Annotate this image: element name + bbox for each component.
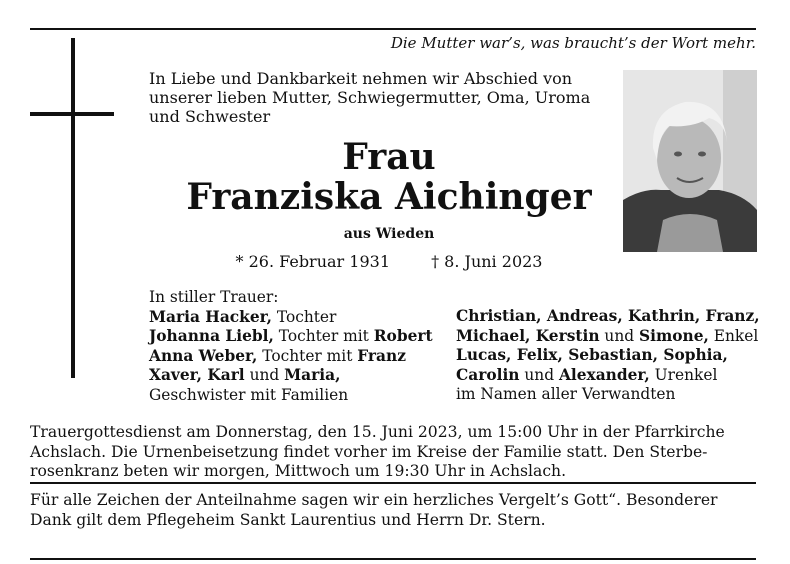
intro-line: unserer lieben Mutter, Schwiegermutter, Oma, Uroma (149, 88, 591, 107)
mourner-line: Xaver, Karl und Maria, (149, 366, 341, 384)
intro-line: In Liebe und Dankbarkeit nehmen wir Abschied von (149, 69, 573, 88)
mourners-heading: In stiller Trauer: (149, 288, 279, 306)
portrait-photo (623, 70, 757, 252)
mourner-line: Lucas, Felix, Sebastian, Sophia, (456, 346, 728, 364)
intro-text (149, 69, 619, 126)
mourner-line: Geschwister mit Familien (149, 385, 349, 404)
separator-rule (30, 482, 756, 484)
mourner-line: Christian, Andreas, Kathrin, Franz, (456, 307, 760, 325)
mourner-line: Johanna Liebl, Tochter mit Robert (149, 327, 433, 345)
mourner-line: Maria Hacker, Tochter (149, 307, 337, 326)
deceased-title (149, 137, 629, 217)
salutation: Frau (342, 136, 436, 178)
service-info (30, 423, 756, 482)
bottom-rule (30, 558, 756, 560)
deceased-name: Franziska Aichinger (186, 176, 592, 218)
mourners-left (149, 288, 449, 405)
mourners-right (456, 307, 760, 405)
obituary-notice (30, 28, 760, 558)
mourner-line: Anna Weber, Tochter mit Franz (149, 346, 406, 365)
origin: aus Wieden (343, 226, 435, 242)
service-line: Trauergottesdienst am Donnerstag, den 15. Juni 2023, um 15:00 Uhr in der Pfarrkirche (30, 423, 725, 441)
intro-line: und Schwester (149, 107, 271, 126)
life-dates (149, 252, 629, 271)
mourner-line: Michael, Kerstin und Simone, Enkel (456, 326, 759, 345)
birth-date: * 26. Februar 1931 (235, 252, 390, 271)
service-line: rosenkranz beten wir morgen, Mittwoch um 19:30 Uhr in Achslach. (30, 462, 567, 480)
death-date: † 8. Juni 2023 (431, 252, 543, 271)
service-line: Achslach. Die Urnenbeisetzung findet vorher im Kreise der Familie statt. Den Sterbe- (30, 442, 708, 461)
cross-vertical (71, 38, 75, 378)
thanks-line: Dank gilt dem Pflegeheim Sankt Laurentius und Herrn Dr. Stern. (30, 510, 546, 529)
mourner-line: im Namen aller Verwandten (456, 385, 676, 403)
top-rule (30, 28, 756, 30)
motto: Die Mutter war’s, was braucht’s der Wort mehr. (390, 34, 756, 52)
thanks-text (30, 491, 756, 530)
cross-horizontal (30, 112, 114, 116)
thanks-line: Für alle Zeichen der Anteilnahme sagen wir ein herzliches Vergelt’s Gott“. Besonderer (30, 491, 718, 509)
mourner-line: Carolin und Alexander, Urenkel (456, 365, 718, 384)
